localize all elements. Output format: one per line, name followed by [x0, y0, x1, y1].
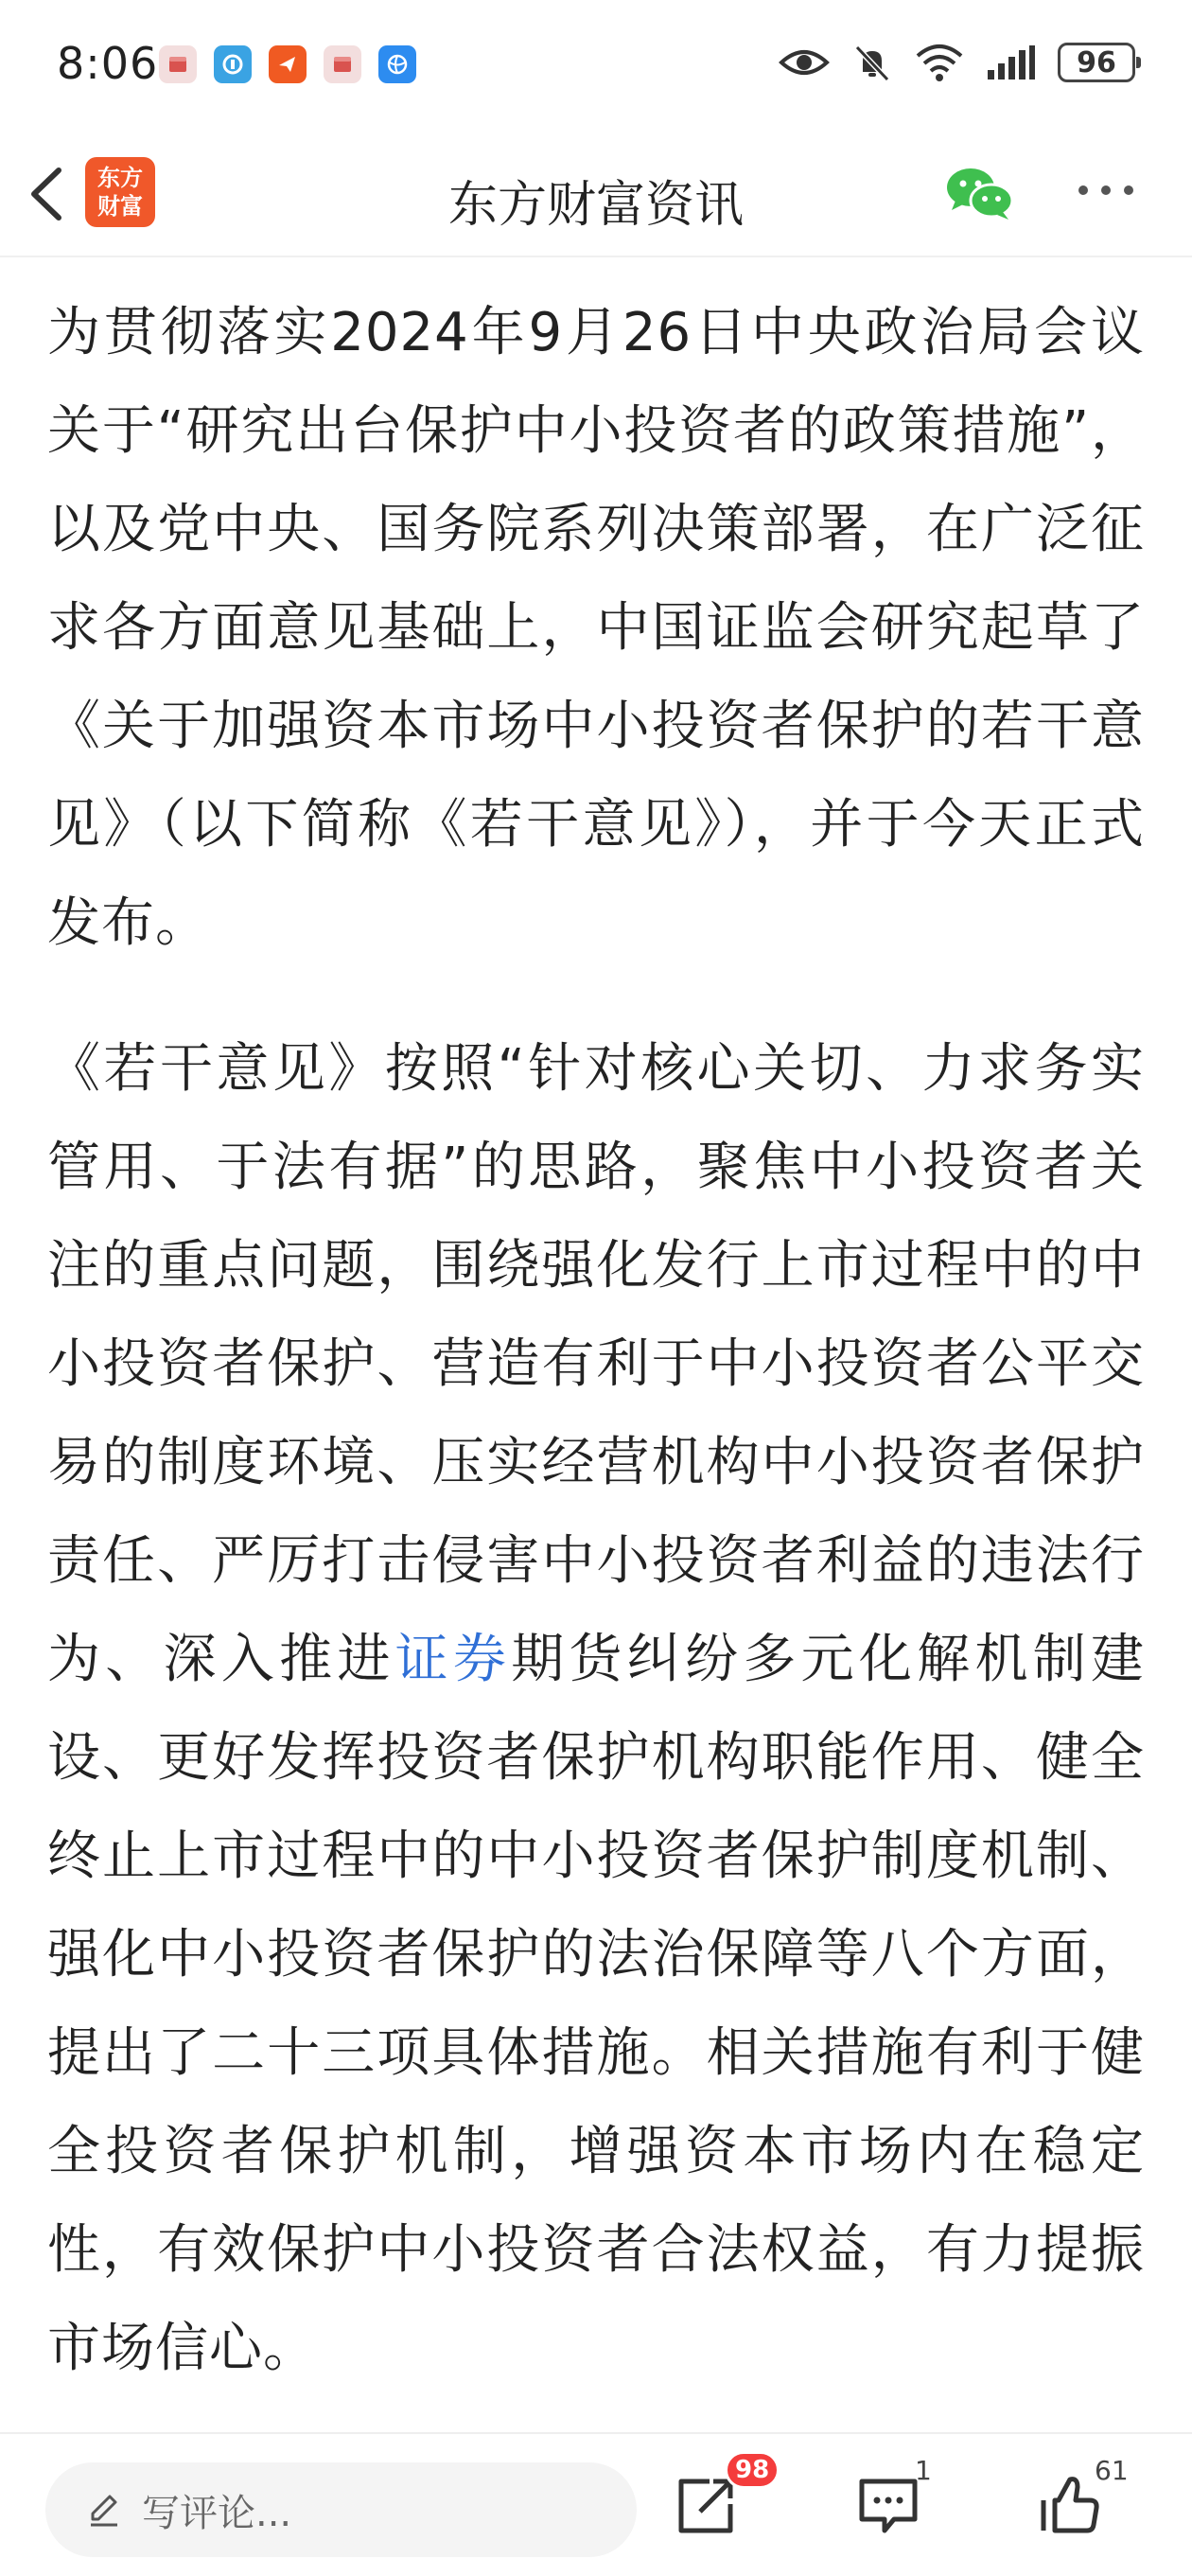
- pencil-icon: [85, 2491, 123, 2529]
- article-body: [47, 284, 1145, 2445]
- logo-text-line2: 财富: [97, 193, 143, 220]
- page-title: 东方财富资讯: [447, 177, 744, 234]
- paragraph-text: 期货纠纷多元化解机制建设、更好发挥投资者保护机构职能作用、健全终止上市过程中的中小投资者保护制度机制、强化中小投资者保护的法治保障等八个方面，提出了二十三项具体措施。相关措施有利于健全投资者保护机制，增强资本市场内在稳定性，有效保护中小投资者合法权益，有力提振市场信心。: [47, 1629, 1146, 2379]
- app-header: [0, 132, 1192, 257]
- wechat-icon: [944, 163, 1016, 223]
- app-notification-icon: [159, 45, 197, 83]
- signal-icon: [986, 44, 1037, 81]
- notification-icons: [159, 45, 416, 83]
- browser-notification-icon: [214, 45, 252, 83]
- paragraph-text: 《若干意见》按照“针对核心关切、力求务实管用、于法有据”的思路，聚焦中小投资者关注的重点问题，围绕强化发行上市过程中的中小投资者保护、营造有利于中小投资者公平交易的制度环境、压实经营机构中小投资者保护责任、严厉打击侵害中小投资者利益的违法行为、深入推进: [47, 1038, 1145, 1690]
- logo-text-line1: 东方: [97, 165, 143, 191]
- status-time: 8:06: [57, 38, 159, 89]
- article-paragraph: 为贯彻落实2024年9月26日中央政治局会议关于“研究出台保护中小投资者的政策措施”，以及党中央、国务院系列决策部署，在广泛征求各方面意见基础上，中国证监会研究起草了《关于加强资本市场中小投资者保护的若干意见》（以下简称《若干意见》），并于今天正式发布。: [47, 302, 1145, 954]
- like-count: 61: [1095, 2455, 1129, 2486]
- status-bar: [0, 0, 1192, 132]
- battery-icon: 96: [1058, 43, 1135, 82]
- app-notification-icon: [324, 45, 361, 83]
- wifi-icon: [914, 43, 965, 82]
- wechat-share-button[interactable]: [944, 163, 1016, 223]
- message-notification-icon: [269, 45, 307, 83]
- comment-input[interactable]: [45, 2462, 637, 2557]
- comment-icon: [856, 2472, 922, 2538]
- more-dot: [1078, 185, 1088, 195]
- article-paragraph: [47, 1020, 1145, 2398]
- securities-link[interactable]: 证券: [394, 1629, 512, 1690]
- comment-count: 1: [915, 2455, 932, 2486]
- mute-icon: [851, 42, 893, 83]
- comments-button[interactable]: [856, 2455, 932, 2548]
- more-dot: [1101, 185, 1111, 195]
- share-button[interactable]: [672, 2456, 770, 2548]
- thumbs-up-icon: [1036, 2472, 1102, 2538]
- share-count-badge: 98: [725, 2451, 780, 2489]
- comment-placeholder: 写评论...: [142, 2491, 292, 2535]
- status-indicators: [778, 42, 1135, 83]
- more-dot: [1124, 185, 1133, 195]
- eye-icon: [778, 44, 831, 81]
- bottom-action-bar: [0, 2432, 1192, 2576]
- more-button[interactable]: [1078, 185, 1133, 195]
- like-button[interactable]: [1036, 2455, 1129, 2548]
- globe-notification-icon: [378, 45, 416, 83]
